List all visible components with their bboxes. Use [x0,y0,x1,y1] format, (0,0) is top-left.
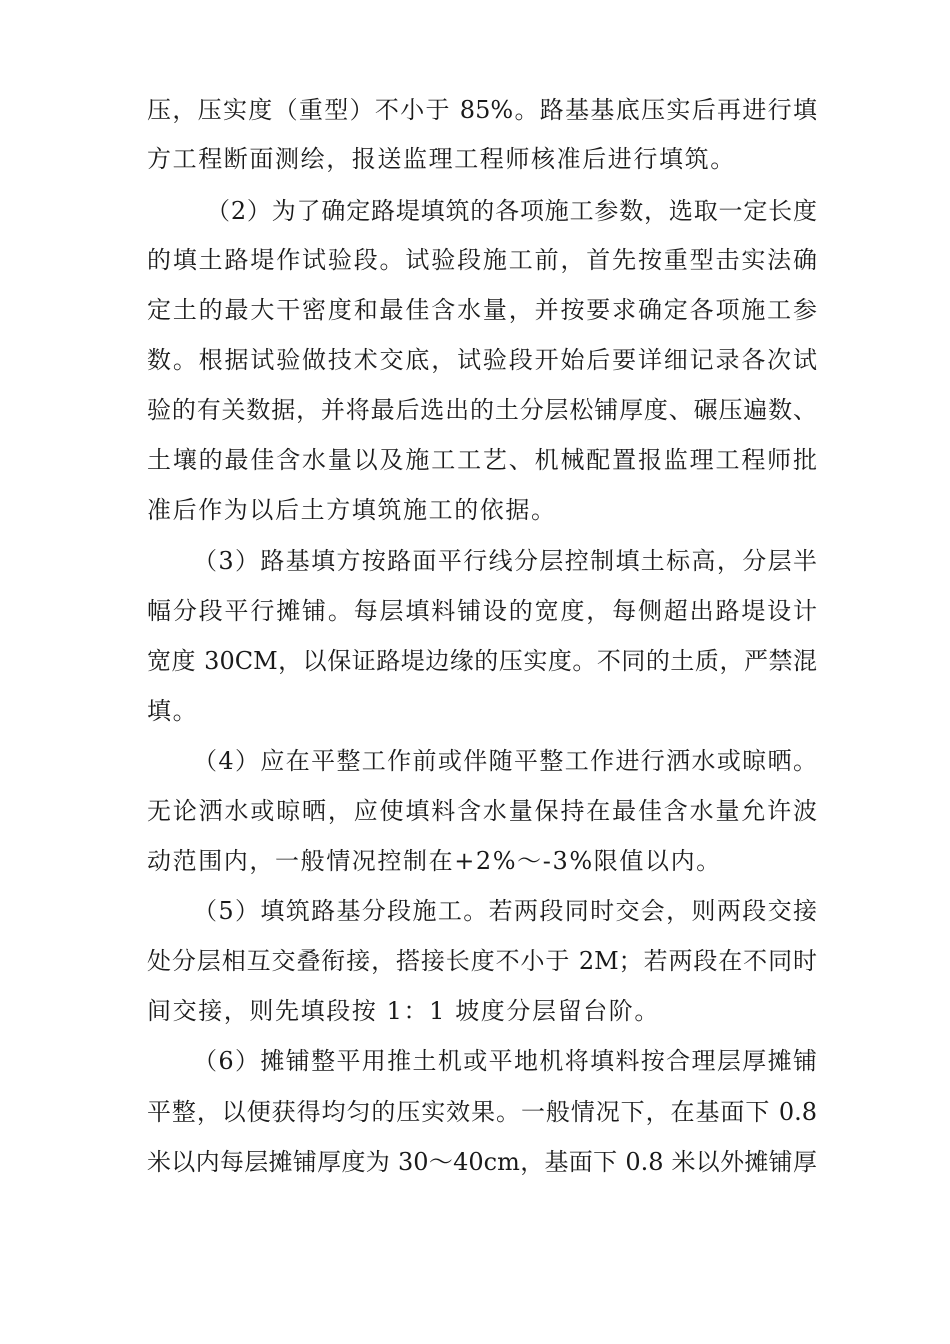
text-line: 宽度 30CM，以保证路堤边缘的压实度。不同的土质，严禁混 [147,647,817,675]
text-line: 填。 [147,697,199,725]
text-line: 方工程断面测绘，报送监理工程师核准后进行填筑。 [147,145,736,173]
text-line: 土壤的最佳含水量以及施工工艺、机械配置报监理工程师批 [147,446,817,474]
text-line: 的填土路堤作试验段。试验段施工前，首先按重型击实法确 [147,246,817,274]
text-line: 米以内每层摊铺厚度为 30～40cm，基面下 0.8 米以外摊铺厚 [147,1148,817,1176]
text-line: 动范围内，一般情况控制在+2%～-3%限值以内。 [147,847,722,875]
text-line: （4）应在平整工作前或伴随平整工作进行洒水或晾晒。 [193,747,817,775]
text-line: 定土的最大干密度和最佳含水量，并按要求确定各项施工参 [147,296,817,324]
text-line: （2）为了确定路堤填筑的各项施工参数，选取一定长度 [206,197,817,225]
text-line: 无论洒水或晾晒，应使填料含水量保持在最佳含水量允许波 [147,797,817,825]
text-line: 数。根据试验做技术交底，试验段开始后要详细记录各次试 [147,346,817,374]
text-line: 准后作为以后土方填筑施工的依据。 [147,496,557,524]
text-line: 验的有关数据，并将最后选出的土分层松铺厚度、碾压遍数、 [147,396,817,424]
text-line: 幅分段平行摊铺。每层填料铺设的宽度，每侧超出路堤设计 [147,597,817,625]
text-line: 间交接，则先填段按 1：1 坡度分层留台阶。 [147,997,660,1025]
text-line: （3）路基填方按路面平行线分层控制填土标高，分层半 [193,547,817,575]
text-line: （6）摊铺整平用推土机或平地机将填料按合理层厚摊铺 [193,1047,817,1075]
text-line: 处分层相互交叠衔接，搭接长度不小于 2M；若两段在不同时 [147,947,817,975]
text-line: （5）填筑路基分段施工。若两段同时交会，则两段交接 [193,897,817,925]
text-line: 平整，以便获得均匀的压实效果。一般情况下，在基面下 0.8 [147,1098,817,1126]
text-line: 压，压实度（重型）不小于 85%。路基基底压实后再进行填 [147,96,817,124]
